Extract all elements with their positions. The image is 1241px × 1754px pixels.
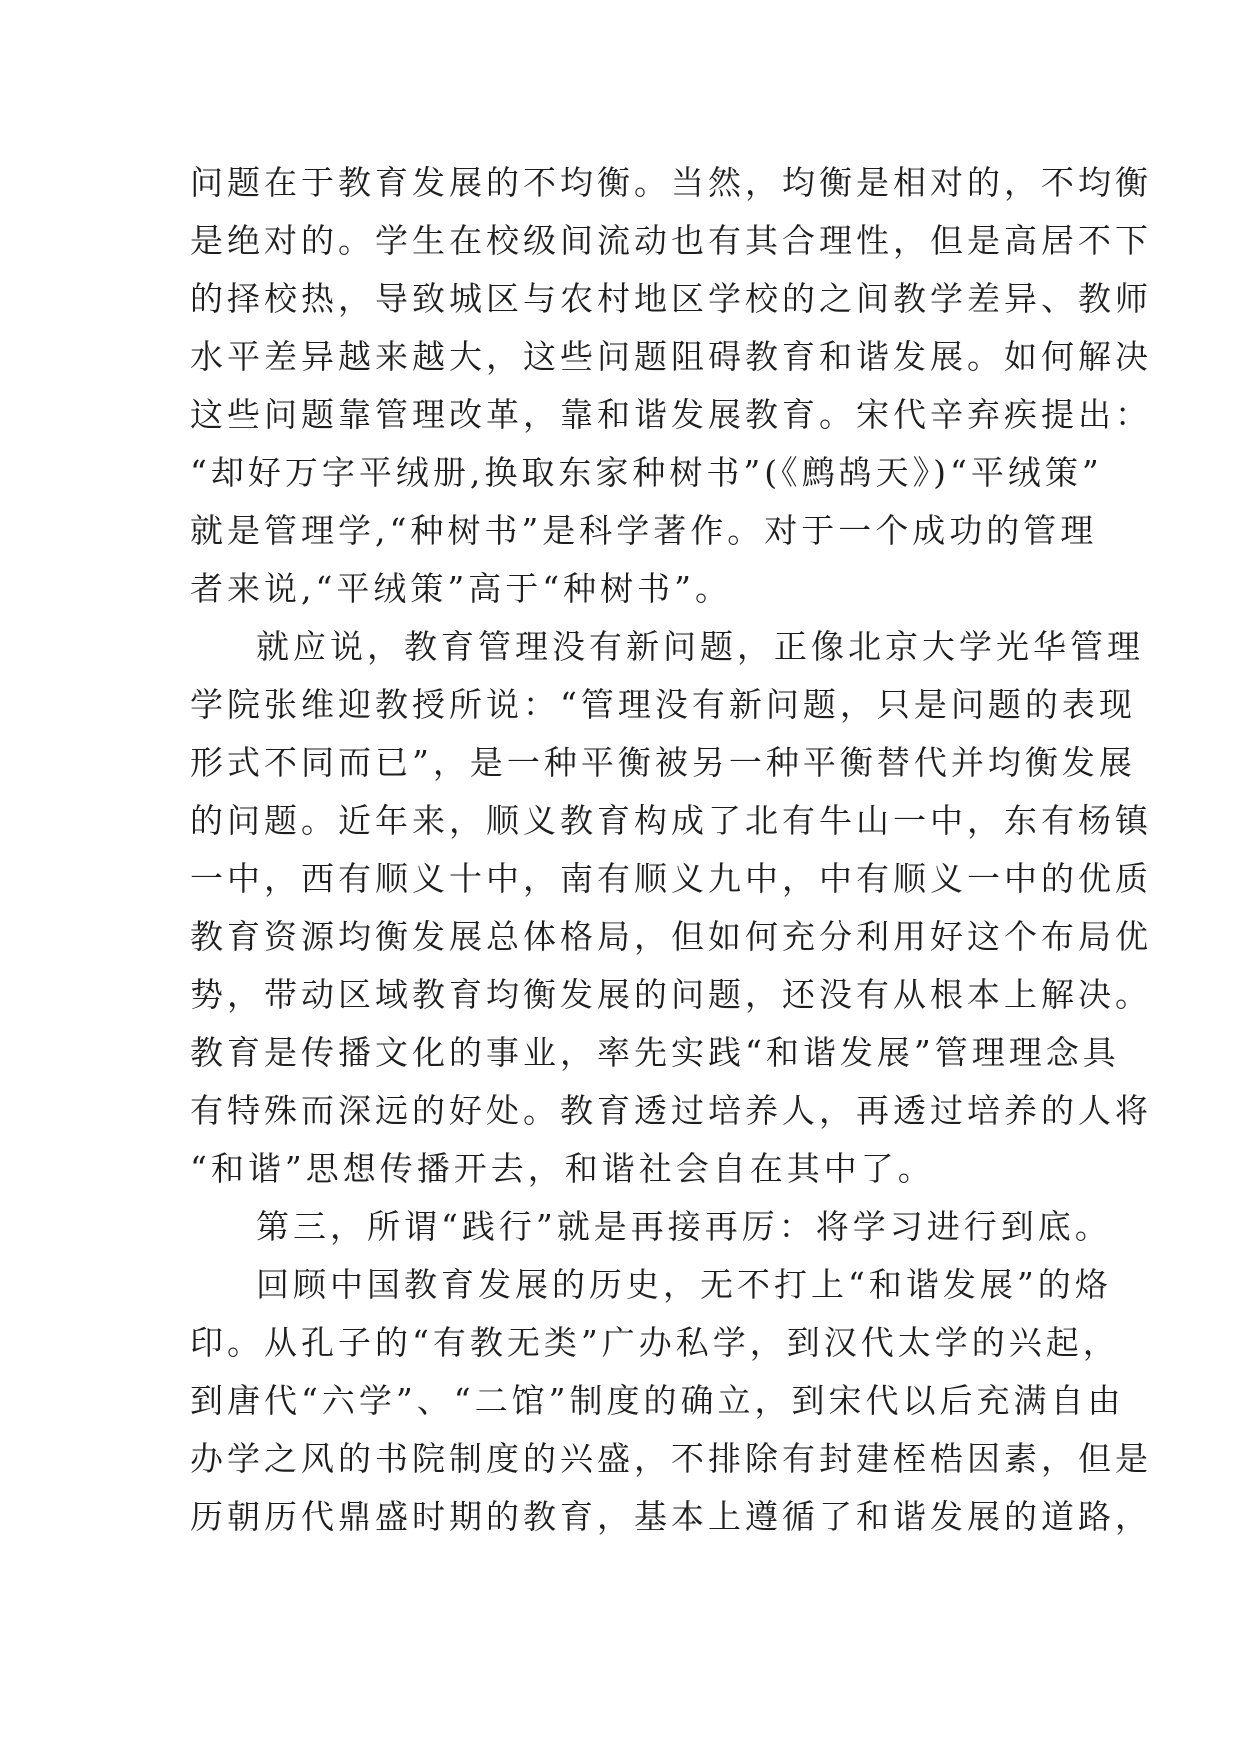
paragraph-first-line: 第三，所谓“践行”就是再接再厉：将学习进行到底。 bbox=[256, 1207, 1112, 1246]
text-line: 学院张维迎教授所说：“管理没有新问题，只是问题的表现 bbox=[190, 685, 1136, 724]
text-line: 教育是传播文化的事业，率先实践“和谐发展”管理理念具 bbox=[190, 1033, 1120, 1072]
text-line: 这些问题靠管理改革，靠和谐发展教育。宋代辛弃疾提出： bbox=[190, 395, 1152, 434]
body-text bbox=[190, 154, 1152, 1546]
paragraph-first-line: 就应说，教育管理没有新问题，正像北京大学光华管理 bbox=[256, 627, 1144, 666]
text-line: “却好万字平绒册,换取东家种树书”(《鹧鸪天》)“平绒策” bbox=[190, 453, 1103, 492]
text-line: 问题在于教育发展的不均衡。当然，均衡是相对的，不均衡 bbox=[190, 163, 1152, 202]
text-line: 势，带动区域教育均衡发展的问题，还没有从根本上解决。 bbox=[190, 975, 1152, 1014]
paragraph-first-line: 回顾中国教育发展的历史，无不打上“和谐发展”的烙 bbox=[256, 1265, 1112, 1304]
text-line: 历朝历代鼎盛时期的教育，基本上遵循了和谐发展的道路， bbox=[190, 1497, 1152, 1536]
text-line: 印。从孔子的“有教无类”广办私学，到汉代太学的兴起， bbox=[190, 1323, 1120, 1362]
text-line: 者来说,“平绒策”高于“种树书”。 bbox=[190, 569, 732, 608]
text-line: 到唐代“六学”、“二馆”制度的确立，到宋代以后充满自由 bbox=[190, 1381, 1125, 1420]
text-line: 形式不同而已”，是一种平衡被另一种平衡替代并均衡发展 bbox=[190, 743, 1136, 782]
text-line: 办学之风的书院制度的兴盛，不排除有封建桎梏因素，但是 bbox=[190, 1439, 1152, 1478]
text-line: 一中，西有顺义十中，南有顺义九中，中有顺义一中的优质 bbox=[190, 859, 1152, 898]
text-line: 教育资源均衡发展总体格局，但如何充分利用好这个布局优 bbox=[190, 917, 1152, 956]
text-line: 水平差异越来越大，这些问题阻碍教育和谐发展。如何解决 bbox=[190, 337, 1152, 376]
text-line: 的问题。近年来，顺义教育构成了北有牛山一中，东有杨镇 bbox=[190, 801, 1152, 840]
text-line: 有特殊而深远的好处。教育透过培养人，再透过培养的人将 bbox=[190, 1091, 1152, 1130]
text-line: 是绝对的。学生在校级间流动也有其合理性，但是高居不下 bbox=[190, 221, 1152, 260]
text-line: 的择校热，导致城区与农村地区学校的之间教学差异、教师 bbox=[190, 279, 1152, 318]
text-line: 就是管理学,“种树书”是科学著作。对于一个成功的管理 bbox=[190, 511, 1098, 550]
text-line: “和谐”思想传播开去，和谐社会自在其中了。 bbox=[190, 1149, 935, 1188]
